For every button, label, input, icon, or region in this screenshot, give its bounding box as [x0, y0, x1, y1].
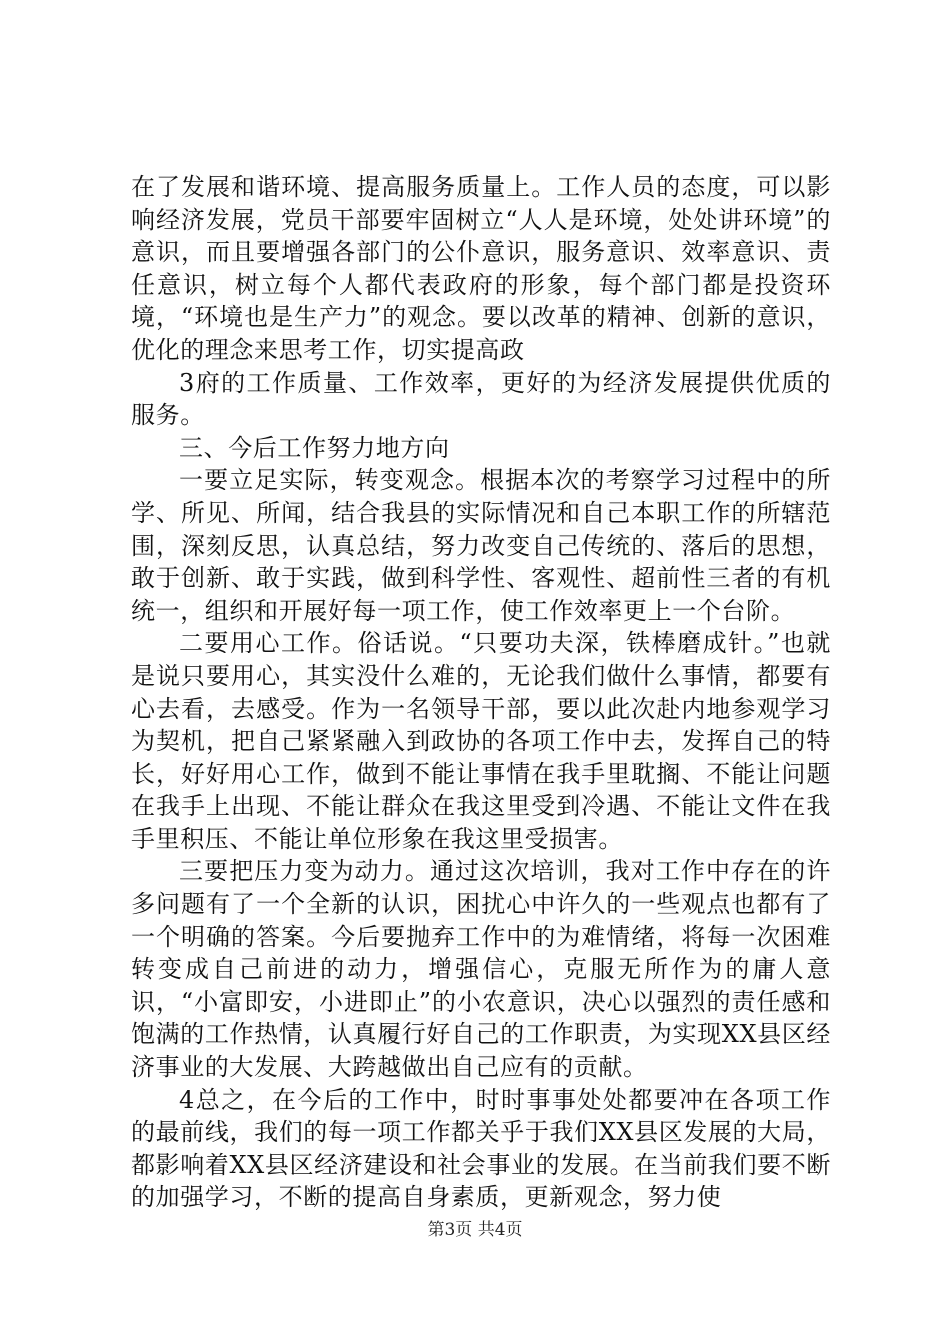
paragraph-point-two: 二要用心工作。俗话说。“只要功夫深，铁棒磨成针。”也就是说只要用心，其实没什么难的，无论我们做什么事情，都要有心去看，去感受。作为一名领导干部，要以此次赴内地参观学习为契机，把自己紧紧融入到政协的各项工作中去，发挥自己的特长，好好用心工作，做到不能让事情在我手里耽搁、不能让问题在我手上出现、不能让群众在我这里受到冷遇、不能让文件在我手里积压、不能让单位形象在我这里受损害。 [131, 629, 831, 853]
paragraph-point-three: 三要把压力变为动力。通过这次培训，我对工作中存在的许多问题有了一个全新的认识，困扰心中许久的一些观点也都有了一个明确的答案。今后要抛弃工作中的为难情绪，将每一次困难转变成自己前进的动力，增强信心，克服无所作为的庸人意识，“小富即安，小进即止”的小农意识，决心以强烈的责任感和饱满的工作热情，认真履行好自己的工作职责，为实现XX县区经济事业的大发展、大跨越做出自己应有的贡献。 [131, 857, 831, 1082]
paragraph-point-one: 一要立足实际，转变观念。根据本次的考察学习过程中的所学、所见、所闻，结合我县的实际情况和自己本职工作的所辖范围，深刻反思，认真总结，努力改变自己传统的、落后的思想，敢于创新、敢于实践，做到科学性、客观性、超前性三者的有机统一，组织和开展好每一项工作，使工作效率更上一个台阶。 [131, 466, 831, 625]
document-body [131, 171, 831, 1214]
section-heading: 三、今后工作努力地方向 [179, 433, 450, 462]
page-number: 第3页 共4页 [427, 1220, 523, 1240]
page-footer [0, 1215, 950, 1240]
paragraph-service: 3府的工作质量、工作效率，更好的为经济发展提供优质的服务。 [131, 368, 831, 430]
paragraph-continuation: 在了发展和谐环境、提高服务质量上。工作人员的态度，可以影响经济发展，党员干部要牢固树立“人人是环境，处处讲环境”的意识，而且要增强各部门的公仆意识，服务意识、效率意识、责任意识，树立每个人都代表政府的形象，每个部门都是投资环境，“环境也是生产力”的观念。要以改革的精神、创新的意识，优化的理念来思考工作，切实提高政 [131, 173, 831, 364]
paragraph-summary: 4总之，在今后的工作中，时时事事处处都要冲在各项工作的最前线，我们的每一项工作都关乎于我们XX县区发展的大局，都影响着XX县区经济建设和社会事业的发展。在当前我们要不断的加强学习，不断的提高自身素质，更新观念，努力使 [131, 1085, 831, 1212]
